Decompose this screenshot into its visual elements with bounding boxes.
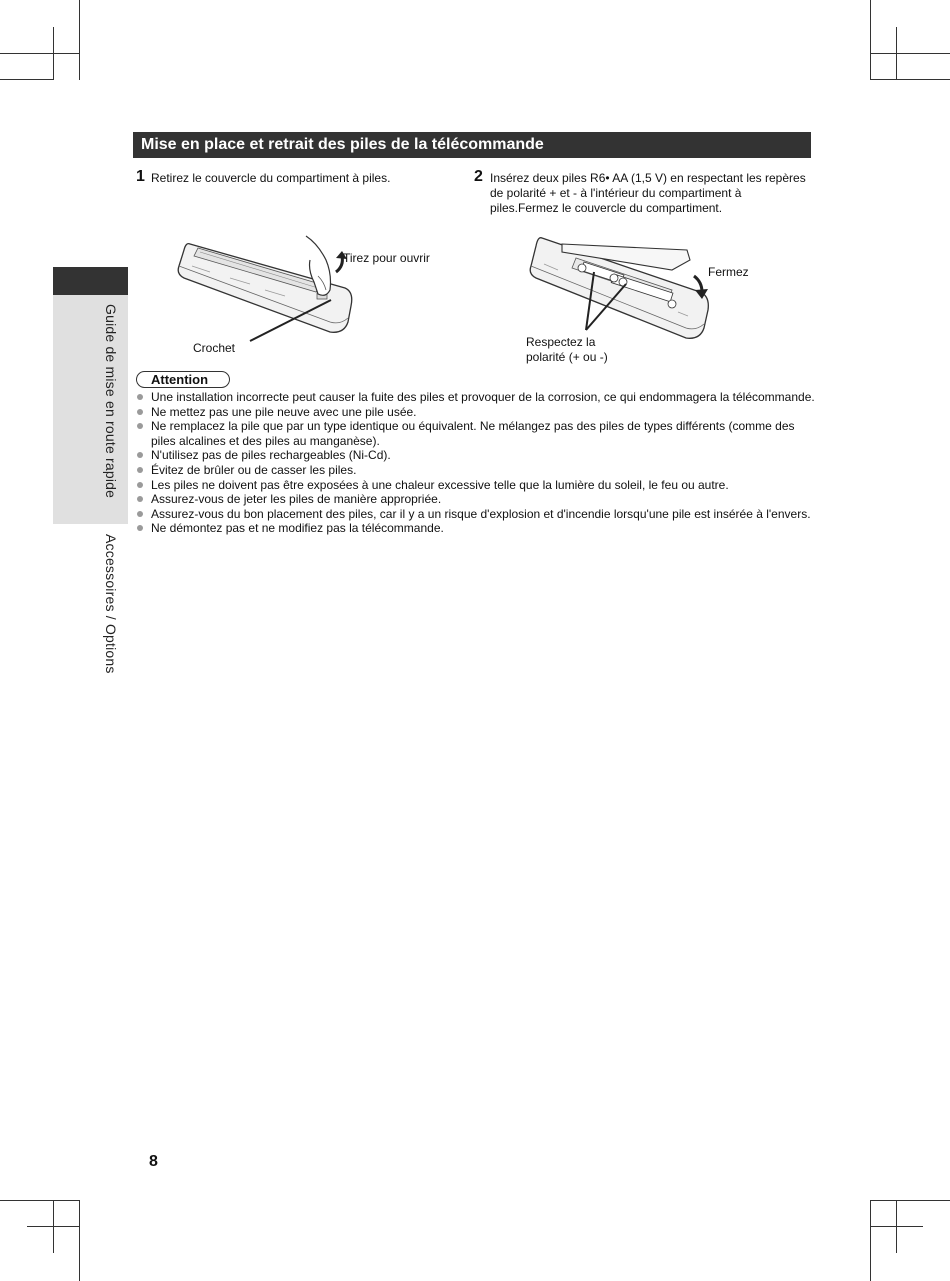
list-item: Assurez-vous de jeter les piles de manière appropriée. [136, 492, 816, 507]
polarity-pointer-lines [580, 270, 640, 334]
crop-mark [870, 53, 950, 54]
section-title: Mise en place et retrait des piles de la télécommande [133, 132, 811, 158]
step-1-text: Retirez le couvercle du compartiment à piles. [151, 171, 391, 185]
step-2-text: Insérez deux piles R6• AA (1,5 V) en respectant les repères de polarité + et - à l'intérieur du compartiment à piles.Fermez le couvercle du compartiment. [490, 171, 806, 215]
list-item: Évitez de brûler ou de casser les piles. [136, 463, 816, 478]
label-polarity-line1: Respectez la [526, 335, 596, 349]
crop-mark [870, 79, 950, 80]
crop-mark [0, 79, 54, 80]
crop-mark [0, 1200, 80, 1201]
list-item: N'utilisez pas de piles rechargeables (Ni-Cd). [136, 448, 816, 463]
side-tab-inactive-label[interactable]: Accessoires / Options [103, 534, 119, 674]
bullet-icon [137, 496, 143, 502]
crop-mark [870, 1200, 871, 1281]
crop-mark [79, 1200, 80, 1281]
label-close: Fermez [708, 265, 749, 279]
list-item: Les piles ne doivent pas être exposées à une chaleur excessive telle que la lumière du soleil, le feu ou autre. [136, 478, 816, 493]
crop-mark [870, 1226, 923, 1227]
label-hook: Crochet [193, 341, 236, 355]
list-item: Ne démontez pas et ne modifiez pas la télécommande. [136, 521, 816, 536]
side-tab-active-label: Guide de mise en route rapide [103, 304, 119, 499]
list-item: Assurez-vous du bon placement des piles, car il y a un risque d'explosion et d'incendie lorsqu'une pile est insérée à l'envers. [136, 507, 816, 522]
bullet-icon [137, 525, 143, 531]
step-1-number: 1 [136, 168, 145, 185]
crop-mark [870, 0, 871, 80]
crop-mark [870, 1200, 950, 1201]
page-number: 8 [149, 1153, 158, 1170]
attention-list [136, 390, 816, 536]
arrow-down-icon [690, 274, 710, 300]
attention-heading: Attention [136, 371, 230, 388]
label-pull-to-open: Tirez pour ouvrir [343, 251, 430, 265]
crop-mark [27, 53, 80, 54]
bullet-icon [137, 467, 143, 473]
bullet-icon [137, 511, 143, 517]
side-tab-marker [53, 267, 128, 295]
bullet-icon [137, 452, 143, 458]
hook-pointer-line [245, 296, 335, 344]
step-2-number: 2 [474, 168, 483, 185]
crop-mark [27, 1226, 80, 1227]
list-item: Une installation incorrecte peut causer la fuite des piles et provoquer de la corrosion, ce qui endommagera la télécommande. [136, 390, 816, 405]
list-item: Ne remplacez la pile que par un type identique ou équivalent. Ne mélangez pas des piles de types différents (comme des piles alcalines et des piles au manganèse). [136, 419, 816, 448]
bullet-icon [137, 409, 143, 415]
bullet-icon [137, 394, 143, 400]
bullet-icon [137, 482, 143, 488]
label-polarity-line2: polarité (+ ou -) [526, 350, 608, 364]
crop-mark [79, 0, 80, 80]
bullet-icon [137, 423, 143, 429]
list-item: Ne mettez pas une pile neuve avec une pile usée. [136, 405, 816, 420]
